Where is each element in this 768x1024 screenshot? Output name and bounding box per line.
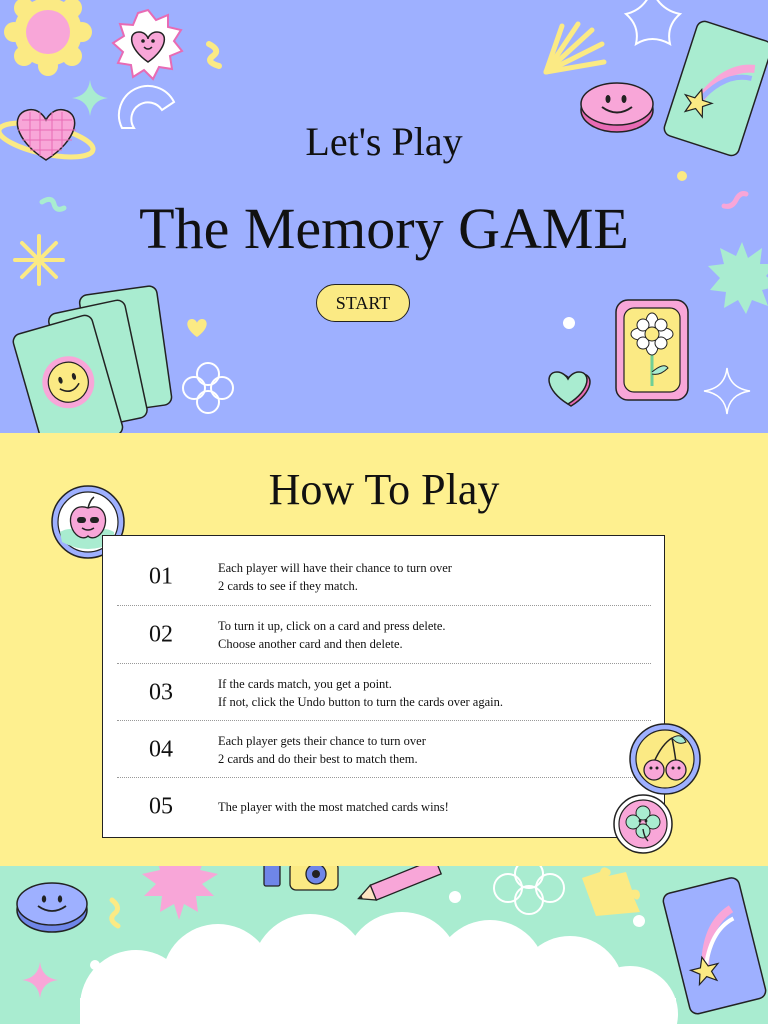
clover-badge-icon [612, 793, 674, 855]
gadget-icon [262, 866, 342, 898]
sun-rays-icon [540, 22, 610, 78]
rule-text: Each player will have their chance to turn over 2 cards to see if they match. [218, 560, 452, 593]
rule-text: Each player gets their chance to turn over 2 cards and do their best to match them. [218, 733, 426, 766]
pencil-icon [350, 866, 450, 904]
flower-sticker-icon [8, 0, 88, 72]
dot-icon [448, 890, 462, 904]
clover-outline-icon [178, 358, 238, 416]
start-button[interactable]: START [316, 284, 410, 322]
rules-panel [102, 535, 665, 838]
smiling-heart-badge-icon [110, 8, 186, 84]
rule-row [117, 720, 651, 778]
squiggle-icon [203, 40, 227, 70]
rule-number: 03 [149, 679, 173, 705]
hero-section [0, 0, 768, 433]
section-title: How To Play [268, 465, 500, 514]
rule-row [117, 548, 651, 605]
daisy-card-icon [612, 296, 692, 404]
smiley-card-stack-icon [6, 280, 186, 433]
rule-row [117, 605, 651, 663]
game-title: The Memory GAME [139, 196, 629, 261]
footer-decoration [0, 866, 768, 1024]
heart-icon [186, 318, 208, 338]
heart-icon [544, 366, 594, 408]
clover-outline-icon [484, 866, 574, 920]
sparkle-icon [20, 960, 60, 1000]
dot-icon [676, 170, 688, 182]
sparkle-icon [702, 366, 752, 416]
rule-number: 02 [149, 621, 173, 647]
rule-text: To turn it up, click on a card and press delete. Choose another card and then delete. [218, 618, 446, 651]
rule-row [117, 777, 651, 835]
cloud-icon [70, 918, 680, 1024]
starburst-icon [134, 866, 224, 920]
rule-row [117, 663, 651, 721]
rule-number: 05 [149, 793, 173, 819]
how-to-play-section [0, 433, 768, 866]
rule-text: The player with the most matched cards wins! [218, 799, 449, 814]
rule-number: 01 [149, 563, 173, 589]
rule-text: If the cards match, you get a point. If not, click the Undo button to turn the cards over again. [218, 676, 503, 709]
subtitle: Let's Play [305, 119, 463, 164]
dot-icon [562, 316, 576, 330]
cherry-badge-icon [628, 722, 702, 796]
puzzle-icon [578, 868, 648, 918]
rule-number: 04 [149, 736, 173, 762]
